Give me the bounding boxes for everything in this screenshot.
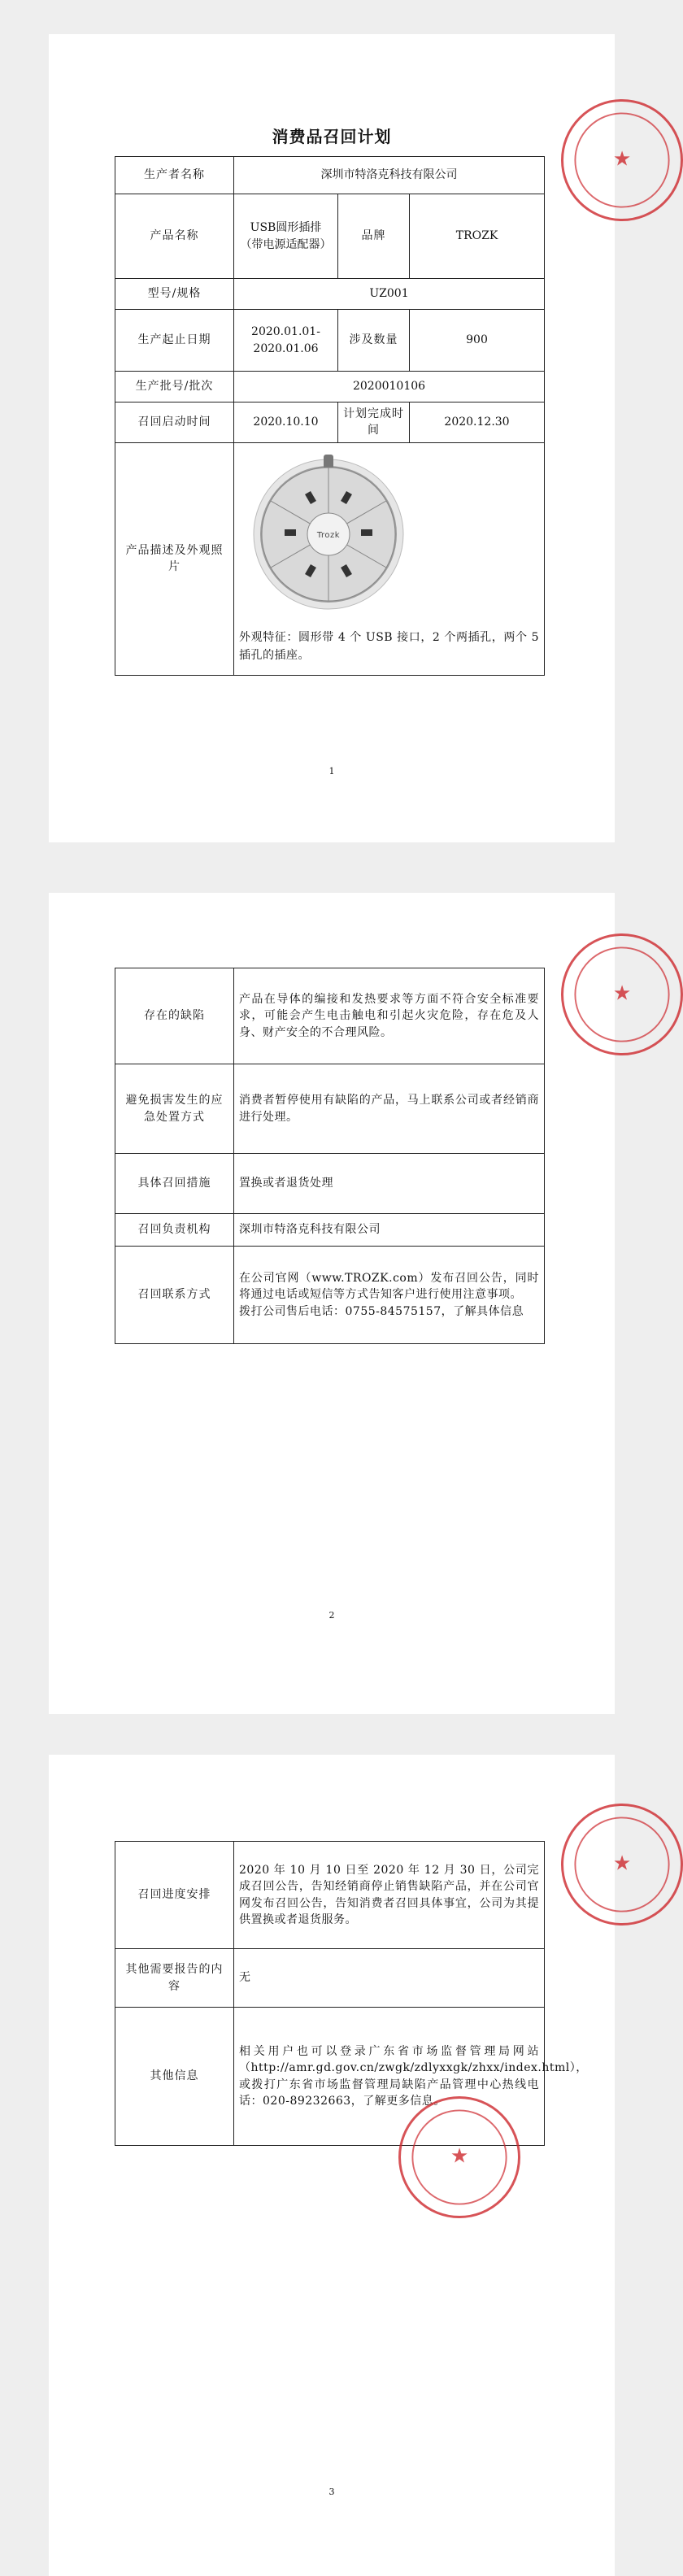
finish-time-label: 计划完成时间 <box>338 402 410 443</box>
defect-value: 产品在导体的编接和发热要求等方面不符合安全标准要求，可能会产生电击触电和引起火灾危险，存在危及人身、财产安全的不合理风险。 <box>234 968 545 1064</box>
contact-cell <box>234 1247 545 1344</box>
company-seal <box>561 1804 683 1925</box>
other-info-label: 其他信息 <box>115 2008 234 2146</box>
brand-label: 品牌 <box>338 194 410 279</box>
manufacturer-label: 生产者名称 <box>115 157 234 194</box>
emergency-value: 消费者暂停使用有缺陷的产品，马上联系公司或者经销商进行处理。 <box>234 1064 545 1154</box>
manufacturer-value: 深圳市特洛克科技有限公司 <box>234 157 545 194</box>
recall-start-label: 召回启动时间 <box>115 402 234 443</box>
company-seal <box>561 99 683 221</box>
page-1 <box>49 34 632 842</box>
contact-phone: 拨打公司售后电话：0755-84575157，了解具体信息 <box>239 1304 524 1318</box>
production-date-value: 2020.01.01-2020.01.06 <box>234 310 338 372</box>
appearance-text: 外观特征：圆形带 4 个 USB 接口，2 个两插孔，两个 5 插孔的插座。 <box>239 630 540 663</box>
recall-info-table <box>115 156 545 676</box>
defect-label: 存在的缺陷 <box>115 968 234 1064</box>
svg-text:★: ★ <box>612 981 632 1005</box>
batch-label: 生产批号/批次 <box>115 372 234 402</box>
contact-value: 在公司官网（www.TROZK.com）发布召回公告，同时将通过电话或短信等方式告知客户进行使用注意事项。 <box>239 1272 539 1302</box>
other-report-label: 其他需要报告的内容 <box>115 1949 234 2008</box>
svg-text:★: ★ <box>612 146 632 171</box>
recall-start-value: 2020.10.10 <box>234 402 338 443</box>
product-photo <box>239 446 539 624</box>
emergency-label: 避免损害发生的应急处置方式 <box>115 1064 234 1154</box>
responsible-value: 深圳市特洛克科技有限公司 <box>234 1214 545 1247</box>
company-seal <box>561 933 683 1055</box>
page-number: 1 <box>328 766 335 777</box>
batch-value: 2020010106 <box>234 372 545 402</box>
quantity-label: 涉及数量 <box>338 310 410 372</box>
measures-label: 具体召回措施 <box>115 1154 234 1214</box>
page-number: 2 <box>328 1610 335 1621</box>
measures-value: 置换或者退货处理 <box>234 1154 545 1214</box>
model-label: 型号/规格 <box>115 279 234 310</box>
finish-time-value: 2020.12.30 <box>410 402 545 443</box>
progress-label: 召回进度安排 <box>115 1842 234 1949</box>
brand-value: TROZK <box>410 194 545 279</box>
product-name-label: 产品名称 <box>115 194 234 279</box>
svg-text:★: ★ <box>612 1851 632 1875</box>
description-cell <box>234 442 545 675</box>
quantity-value: 900 <box>410 310 545 372</box>
company-seal <box>398 2096 520 2218</box>
other-report-value: 无 <box>234 1949 545 2008</box>
recall-measures-table <box>115 968 545 1344</box>
page-title: 消费品召回计划 <box>272 127 392 146</box>
page-number: 3 <box>328 2487 335 2497</box>
progress-value: 2020 年 10 月 10 日至 2020 年 12 月 30 日，公司完成召回公告，告知经销商停止销售缺陷产品，并在公司官网发布召回公告，告知消费者召回具体事宜，公司为其提供置换或者退货服务。 <box>234 1842 545 1949</box>
contact-label: 召回联系方式 <box>115 1247 234 1344</box>
description-label: 产品描述及外观照片 <box>115 442 234 675</box>
svg-text:★: ★ <box>450 2143 469 2168</box>
production-date-label: 生产起止日期 <box>115 310 234 372</box>
model-value: UZ001 <box>234 279 545 310</box>
other-info-value: 相关用户也可以登录广东省市场监督管理局网站（http://amr.gd.gov.cn/zwgk/zdlyxxgk/zhxx/index.html），或拨打广东省市场监督管理局缺陷产品管理中心热线电话：020-89232663，了解更多信息。 <box>234 2008 545 2146</box>
photo-brand-text: Trozk <box>316 530 340 540</box>
page-2 <box>49 893 632 1714</box>
product-name-value: USB圆形插排（带电源适配器） <box>234 194 338 279</box>
page-3 <box>49 1755 632 2576</box>
responsible-label: 召回负责机构 <box>115 1214 234 1247</box>
